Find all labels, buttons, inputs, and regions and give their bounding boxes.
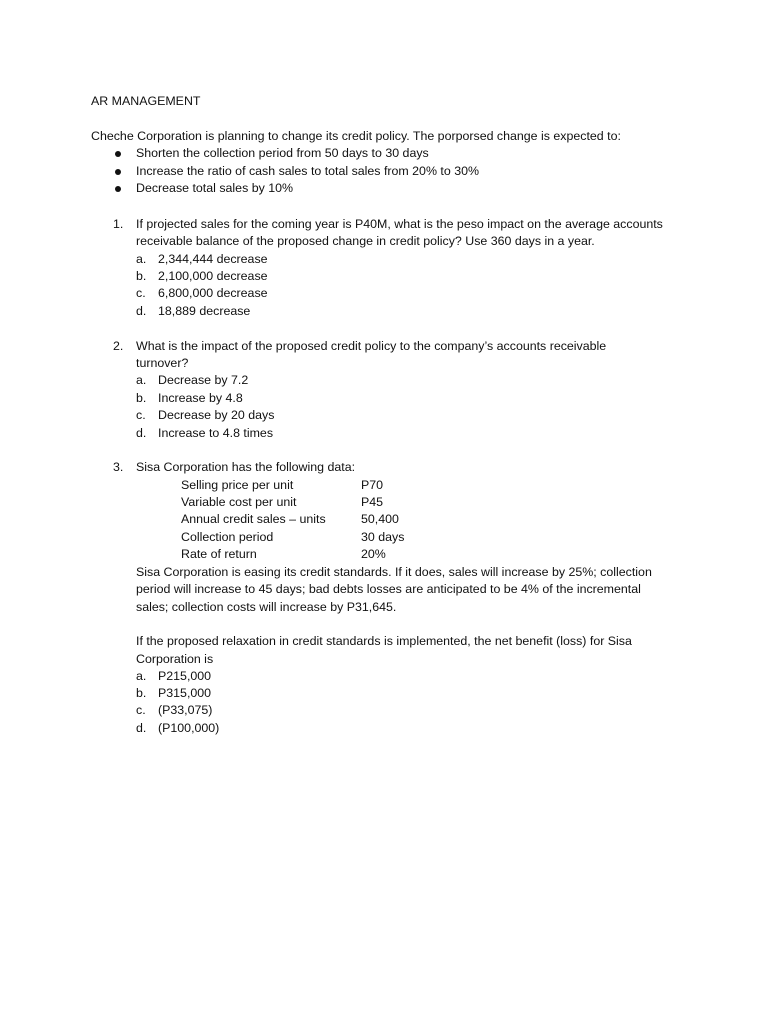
- question-text-line: receivable balance of the proposed change in credit policy? Use 360 days in a year.: [136, 234, 595, 248]
- option-text: Decrease by 7.2: [158, 373, 249, 387]
- option-text: (P100,000): [158, 721, 220, 735]
- data-label: Collection period: [181, 530, 274, 544]
- option-text: P215,000: [158, 669, 212, 683]
- bullet-icon: [115, 169, 121, 175]
- option-letter: b.: [136, 269, 147, 283]
- option-letter: c.: [136, 286, 146, 300]
- question-text-line: Sisa Corporation has the following data:: [136, 460, 356, 474]
- data-label: Rate of return: [181, 547, 257, 561]
- option-letter: d.: [136, 426, 147, 440]
- data-value: P45: [361, 495, 384, 509]
- question-number: 1.: [113, 217, 124, 231]
- data-label: Selling price per unit: [181, 478, 294, 492]
- bullet-icon: [115, 186, 121, 192]
- option-text: (P33,075): [158, 703, 213, 717]
- option-text: 6,800,000 decrease: [158, 286, 268, 300]
- prompt-line: Corporation is: [136, 652, 214, 666]
- data-label: Variable cost per unit: [181, 495, 297, 509]
- option-text: 2,344,444 decrease: [158, 252, 268, 266]
- question-text-line: If projected sales for the coming year is P40M, what is the peso impact on the average accounts: [136, 217, 663, 231]
- option-text: Increase by 4.8: [158, 391, 243, 405]
- question-number: 2.: [113, 339, 124, 353]
- option-letter: b.: [136, 391, 147, 405]
- option-letter: a.: [136, 252, 147, 266]
- option-letter: d.: [136, 304, 147, 318]
- option-letter: c.: [136, 408, 146, 422]
- option-letter: c.: [136, 703, 146, 717]
- data-value: 30 days: [361, 530, 405, 544]
- bullet-item: Shorten the collection period from 50 days to 30 days: [136, 146, 429, 160]
- option-letter: a.: [136, 373, 147, 387]
- data-value: P70: [361, 478, 384, 492]
- option-letter: a.: [136, 669, 147, 683]
- bullet-icon: [115, 151, 121, 157]
- paragraph-line: period will increase to 45 days; bad debts losses are anticipated to be 4% of the incremental: [136, 582, 641, 596]
- paragraph-line: sales; collection costs will increase by P31,645.: [136, 600, 397, 614]
- data-value: 50,400: [361, 512, 399, 526]
- option-letter: b.: [136, 686, 147, 700]
- bullet-item: Decrease total sales by 10%: [136, 181, 294, 195]
- intro-paragraph: Cheche Corporation is planning to change its credit policy. The porporsed change is expected to:: [91, 129, 621, 143]
- question-text-line: What is the impact of the proposed credit policy to the company’s accounts receivable: [136, 339, 607, 353]
- document-title: AR MANAGEMENT: [91, 94, 201, 108]
- option-text: P315,000: [158, 686, 212, 700]
- option-letter: d.: [136, 721, 147, 735]
- paragraph-line: Sisa Corporation is easing its credit standards. If it does, sales will increase by 25%; collection: [136, 565, 652, 579]
- option-text: 2,100,000 decrease: [158, 269, 268, 283]
- question-number: 3.: [113, 460, 124, 474]
- prompt-line: If the proposed relaxation in credit standards is implemented, the net benefit (loss) for Sisa: [136, 634, 632, 648]
- option-text: Decrease by 20 days: [158, 408, 275, 422]
- option-text: 18,889 decrease: [158, 304, 251, 318]
- question-text-line: turnover?: [136, 356, 189, 370]
- data-value: 20%: [361, 547, 386, 561]
- bullet-item: Increase the ratio of cash sales to total sales from 20% to 30%: [136, 164, 479, 178]
- option-text: Increase to 4.8 times: [158, 426, 274, 440]
- data-label: Annual credit sales – units: [181, 512, 326, 526]
